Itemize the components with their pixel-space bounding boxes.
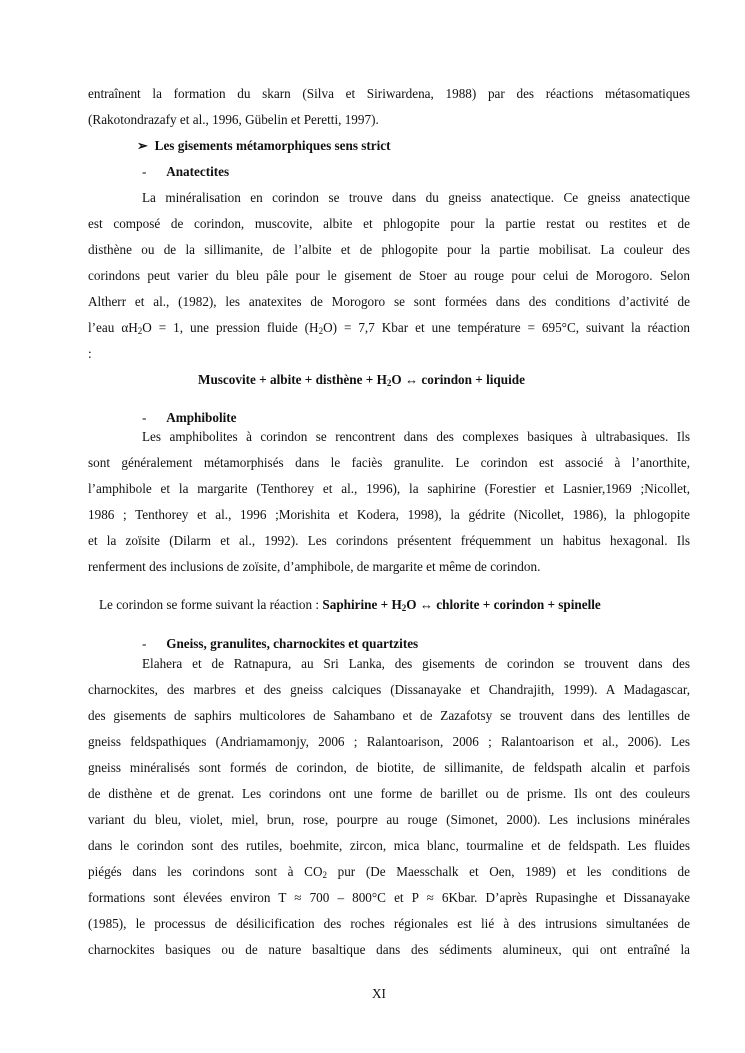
dash-marker: - xyxy=(142,636,147,651)
paragraph-line: charnockites basiques ou de nature basaltique dans des sédiments alumineux, qui ont entraîné la xyxy=(88,942,690,957)
subsection-title: Amphibolite xyxy=(166,410,237,425)
reaction-prefix: Le corindon se forme suivant la réaction : xyxy=(99,597,323,612)
reaction-equation: Muscovite + albite + disthène + $H_2O$ ↔ corindon + liquide xyxy=(198,372,525,388)
subsection-title: Anatectites xyxy=(166,164,230,179)
paragraph-line: La minéralisation en corindon se trouve dans du gneiss anatectique. Ce gneiss anatectique xyxy=(142,190,690,205)
paragraph-line: formations sont élevées environ T ≈ 700 – 800°C et P ≈ 6Kbar. D’après Rupasinghe et Dissanayake xyxy=(88,890,690,905)
paragraph-line: disthène ou de la sillimanite, de l’albite et de phlogopite pour la partie mobilisat. La couleur des xyxy=(88,242,690,257)
paragraph-line: des gisements de saphirs multicolores de Sahambano et de Zazafotsy se trouvent dans des lentilles de xyxy=(88,708,690,723)
subsection-heading-anatectites xyxy=(142,164,229,180)
paragraph-line: 1986 ; Tenthorey et al., 1996 ;Morishita et Kodera, 1998), la gédrite (Nicollet, 1986), la phlogopite xyxy=(88,507,690,522)
page-number: XI xyxy=(372,986,386,1001)
paragraph-line: variant du bleu, violet, miel, brun, rose, pourpre au rouge (Simonet, 2000). Les inclusions minérales xyxy=(88,812,690,827)
paragraph-line: sont généralement métamorphisés dans le faciès granulite. Le corindon est associé à l’anorthite, xyxy=(88,455,690,470)
paragraph-line: charnockites, des marbres et des gneiss calciques (Dissanayake et Chandrajith, 1999). A Madagascar, xyxy=(88,682,690,697)
reaction-line xyxy=(99,597,601,613)
paragraph-line: (1985), le processus de désilicification des roches régionales est lié à des intrusions simultanées de xyxy=(88,916,690,931)
paragraph-line: corindons peut varier du bleu pâle pour le gisement de Stoer au rouge pour celui de Morogoro. Selon xyxy=(88,268,690,283)
bullet-arrow-icon: ➢ xyxy=(137,138,149,153)
dash-marker: - xyxy=(142,164,147,179)
paragraph-line: l’amphibole et la margarite (Tenthorey et al., 1996), la saphirine (Forestier et Lasnier,1969 ;Nicollet, xyxy=(88,481,690,496)
subsection-heading-gneiss xyxy=(142,636,418,652)
dash-marker: - xyxy=(142,410,147,425)
paragraph-line: de disthène et de grenat. Les corindons ont une forme de barillet ou de prisme. Ils ont des couleurs xyxy=(88,786,690,801)
paragraph-line: (Rakotondrazafy et al., 1996, Gübelin et Peretti, 1997). xyxy=(88,112,379,127)
paragraph-line: Altherr et al., (1982), les anatexites de Morogoro se sont formées dans des conditions d’activité de xyxy=(88,294,690,309)
paragraph-line: : xyxy=(88,346,92,361)
reaction-equation: Saphirine + $H_2O$ ↔ chlorite + corindon + spinelle xyxy=(322,597,601,613)
paragraph-line: et la zoïsite (Dilarm et al., 1992). Les corindons présentent fréquemment un habitus hexagonal. Ils xyxy=(88,533,690,548)
paragraph-line: Les amphibolites à corindon se rencontrent dans des complexes basiques à ultrabasiques. Ils xyxy=(142,429,690,444)
paragraph-line: l’eau $\alpha H_2O = 1$, une pression fluide $(H_2O) = 7,7$ Kbar et une température = 695°C, suivant la réaction xyxy=(88,320,691,336)
subsection-heading-amphibolite xyxy=(142,410,237,426)
subsection-title: Gneiss, granulites, charnockites et quartzites xyxy=(166,636,419,651)
paragraph-line: renferment des inclusions de zoïsite, d’amphibole, de margarite et même de corindon. xyxy=(88,559,541,574)
paragraph-line: gneiss feldspathiques (Andriamamonjy, 2006 ; Ralantoarison, 2006 ; Ralantoarison et al., 2006). Les xyxy=(88,734,690,749)
paragraph-line: Elahera et de Ratnapura, au Sri Lanka, des gisements de corindon se trouvent dans des xyxy=(142,656,690,671)
section-heading xyxy=(137,138,391,154)
paragraph-line: gneiss minéralisés sont formés de corindon, de biotite, de sillimanite, de feldspath alcalin et parfois xyxy=(88,760,690,775)
section-title: Les gisements métamorphiques sens strict xyxy=(154,138,391,153)
paragraph-line: dans le corindon sont des rutiles, boehmite, zircon, mica blanc, tourmaline et de feldspath. Les fluides xyxy=(88,838,690,853)
paragraph-line: est composé de corindon, muscovite, albite et phlogopite pour la partie restat ou restites et de xyxy=(88,216,690,231)
paragraph-line: piégés dans les corindons sont à $CO_2$ pur (De Maesschalk et Oen, 1989) et les conditions de xyxy=(88,864,691,880)
paragraph-line: entraînent la formation du skarn (Silva et Siriwardena, 1988) par des réactions métasomatiques xyxy=(88,86,690,101)
